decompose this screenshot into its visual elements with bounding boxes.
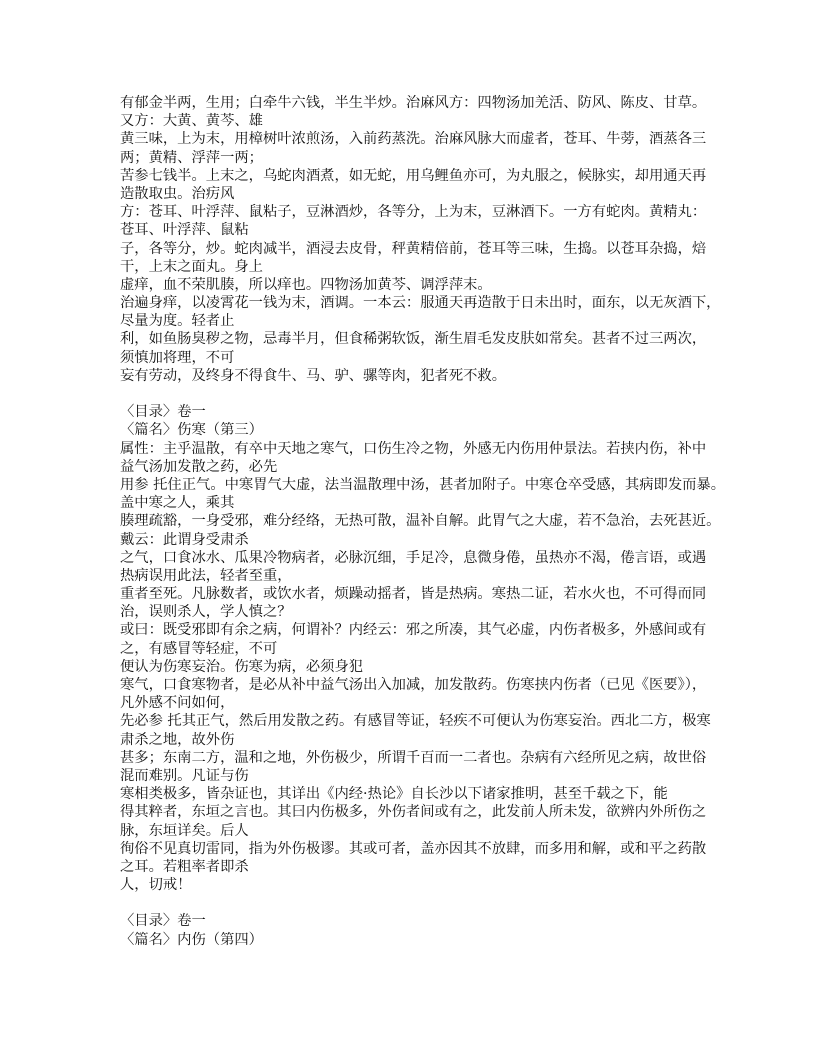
text-line: 用参 托住正气。中寒胃气大虚，法当温散理中汤，甚者加附子。中寒仓卒受感，其病即发而暴。 [120,476,726,493]
text-line: 两；黄精、浮萍一两； [120,149,263,166]
text-line: 戴云：此谓身受肃杀 [120,531,249,548]
text-line: 寒相类极多，皆杂证也，其详出《内经·热论》自长沙以下诸家推明，甚至千载之下，能 [120,786,668,803]
text-line: 子，各等分，炒。蛇肉减半，酒浸去皮骨，秤黄精倍前，苍耳等三味，生捣。以苍耳杂捣，焙 [120,240,707,257]
text-line: 或曰：既受邪即有余之病，何谓补？内经云：邪之所凑，其气必虚，内伤者极多，外感间或有 [120,622,707,639]
text-line: 得其粹者，东垣之言也。其曰内伤极多，外伤者间或有之，此发前人所未发，欲辨内外所伤之 [120,804,707,821]
text-line: 有郁金半两，生用；白牵牛六钱，半生半炒。治麻风方：四物汤加羌活、防风、陈皮、甘草。 [120,95,707,111]
text-line: 黄三味，上为末，用樟树叶浓煎汤，入前药蒸洗。治麻风脉大而虚者，苍耳、牛蒡，酒蒸各三 [120,131,707,148]
text-line: 寒气，口食寒物者，是必从补中益气汤出入加减，加发散药。伤寒挟内伤者（已见《医要》）， [120,677,707,693]
text-line: 之，有感冒等轻症，不可 [120,640,278,657]
text-line: 苍耳、叶浮萍、鼠粘 [120,222,249,239]
text-line: 之气，口食冰水、瓜果冷物病者，必脉沉细，手足冷，息微身倦，虽热亦不渴，倦言语，或遇 [120,549,707,566]
chapter-heading: 〈篇名〉内伤（第四） [120,931,263,948]
text-line: 尽量为度。轻者止 [120,313,235,330]
text-line: 凡外感不问如何， [120,695,235,712]
text-line: 重者至死。凡脉数者，或饮水者，烦躁动摇者，皆是热病。寒热二证，若水火也，不可得而同 [120,586,707,603]
text-line: 方：苍耳、叶浮萍、鼠粘子，豆淋酒炒，各等分，上为末，豆淋酒下。一方有蛇肉。黄精丸： [120,204,707,221]
text-line: 混而难别。凡证与伤 [120,767,249,784]
text-line: 肃杀之地，故外伤 [120,731,235,748]
text-line: 治，误则杀人，学人慎之？ [120,604,292,621]
blank-line [120,894,720,912]
chapter-heading: 〈篇名〉伤寒（第三） [120,422,263,439]
text-line: 甚多；东南二方，温和之地，外伤极少，所谓千百而一二者也。杂病有六经所见之病，故世俗 [120,749,707,766]
text-line: 人，切戒！ [120,877,192,894]
text-line: 治遍身痒，以凌霄花一钱为末，酒调。一本云：服通天再造散于日未出时，面东，以无灰酒下， [120,295,721,312]
catalog-heading: 〈目录〉卷一 [120,913,206,930]
text-line: 热病误用此法，轻者至重， [120,567,292,584]
document-body [120,94,726,949]
text-line: 益气汤加发散之药，必先 [120,458,278,475]
blank-line [120,385,720,403]
text-line: 苦参七钱半。上末之，乌蛇肉酒煮，如无蛇，用乌鲤鱼亦可，为丸服之，候脉实，却用通天再 [120,167,707,184]
text-line: 先必参 托其正气，然后用发散之药。有感冒等证，轻疾不可便认为伤寒妄治。西北二方，极寒 [120,713,711,730]
text-line: 妄有劳动，及终身不得食牛、马、驴、骡等肉，犯者死不救。 [120,367,507,384]
text-line: 利，如鱼肠臭秽之物，忌毒半月，但食稀粥软饭，渐生眉毛发皮肤如常矣。甚者不过三两次， [120,331,707,348]
text-line: 腠理疏豁，一身受邪，难分经络，无热可散，温补自解。此胃气之大虚，若不急治，去死甚近。 [120,513,721,530]
text-line: 须慎加将理，不可 [120,349,235,366]
text-line: 虚痒，血不荣肌腠，所以痒也。四物汤加黄芩、调浮萍末。 [120,276,492,293]
text-line: 又方：大黄、黄芩、雄 [120,113,263,130]
text-line: 便认为伤寒妄治。伤寒为病，必须身犯 [120,658,364,675]
text-line: 徇俗不见真切雷同，指为外伤极谬。其或可者，盖亦因其不放肆，而多用和解，或和平之药散 [120,840,707,857]
text-line: 之耳。若粗率者即杀 [120,858,249,875]
text-line: 盖中寒之人，乘其 [120,495,235,512]
text-line: 造散取虫。治疠风 [120,185,235,202]
catalog-heading: 〈目录〉卷一 [120,404,206,421]
text-line: 属性：主乎温散，有卒中天地之寒气，口伤生冷之物，外感无内伤用仲景法。若挟内伤，补中 [120,440,707,457]
text-line: 脉，东垣详矣。后人 [120,822,249,839]
text-line: 干，上末之面丸。身上 [120,258,263,275]
